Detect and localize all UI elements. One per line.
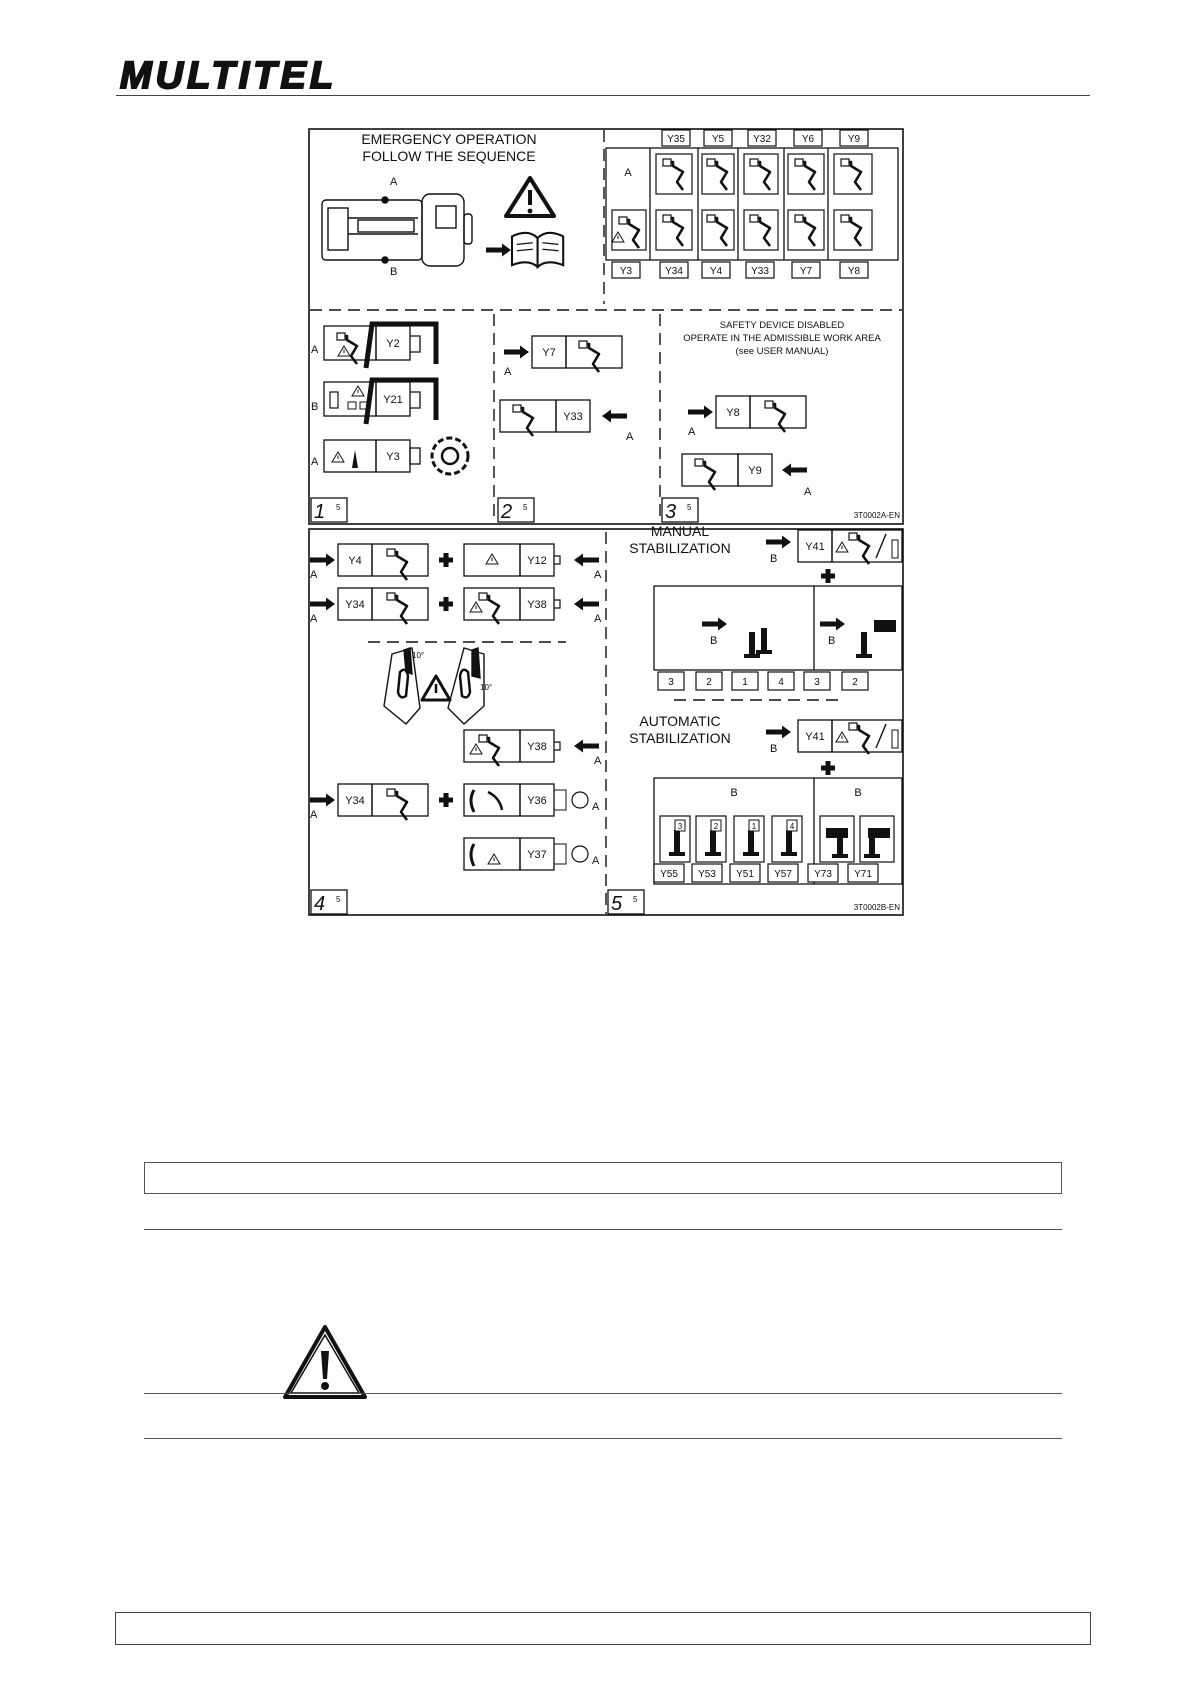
s2-side-2: A <box>626 431 634 443</box>
valve-top-label: Y32 <box>753 134 771 145</box>
s4-single-side: A <box>594 755 602 767</box>
auto-panel-right-label: B <box>854 787 862 799</box>
valve-bottom-label: Y4 <box>709 266 723 277</box>
manual-number: 3 <box>814 677 820 688</box>
valve-top-label: Y6 <box>801 134 815 145</box>
tilt-warning-illustration <box>384 648 484 724</box>
s4-combo-left-valve: Y34 <box>345 795 365 807</box>
s2-valve-2: Y33 <box>563 411 583 423</box>
s4-number: 4 <box>314 893 326 915</box>
auto-valve-label: Y51 <box>736 869 754 880</box>
s4-combo-right-valve: Y36 <box>527 795 547 807</box>
manual-number: 1 <box>742 677 748 688</box>
angle-left-label: 10° <box>412 651 425 660</box>
s4-last-valve: Y37 <box>527 849 547 861</box>
valves-bottom-row <box>612 262 868 278</box>
auto-valve-label: Y73 <box>814 869 832 880</box>
auto-valve-label: Y71 <box>854 869 872 880</box>
s5-code: 3T0002B-EN <box>853 903 900 912</box>
manual-line-2: STABILIZATION <box>629 540 731 556</box>
section-4 <box>310 544 602 915</box>
manual-number: 4 <box>778 677 784 688</box>
s5-number: 5 <box>611 893 623 915</box>
s1-page: 5 <box>336 503 341 512</box>
auto-panel-left-label: B <box>730 787 738 799</box>
s5-page: 5 <box>633 895 638 904</box>
valve-top-label: Y5 <box>711 134 725 145</box>
s4-single-valve: Y38 <box>527 741 547 753</box>
tilt-warning-icon <box>422 676 450 700</box>
valve-bottom-label: Y7 <box>799 266 813 277</box>
auto-line-2: STABILIZATION <box>629 730 731 746</box>
manual-number: 2 <box>852 677 858 688</box>
manual-book-icon <box>512 233 563 267</box>
section-2 <box>498 336 634 523</box>
s4-left-side-1: A <box>310 569 318 581</box>
s1-side-3: A <box>311 456 319 468</box>
section-3 <box>662 320 900 523</box>
manual-side: B <box>770 553 778 565</box>
angle-right-label: 10° <box>480 683 493 692</box>
brand-logo-text: MULTITEL <box>120 55 338 96</box>
auto-jack-number: 2 <box>713 822 719 831</box>
auto-valve-row <box>654 864 878 882</box>
manual-line-1: MANUAL <box>650 523 710 539</box>
s2-valve-1: Y7 <box>542 347 556 359</box>
s3-page: 5 <box>687 503 692 512</box>
s3-number: 3 <box>665 501 677 523</box>
emergency-operation-diagram <box>308 128 904 916</box>
s4-right-valve-1: Y12 <box>527 555 547 567</box>
s4-combo-left-side: A <box>310 809 318 821</box>
s4-left-valve-2: Y34 <box>345 599 365 611</box>
s3-code: 3T0002A-EN <box>853 511 900 520</box>
s2-page: 5 <box>523 503 528 512</box>
rule-middle <box>144 1393 1062 1394</box>
auto-jack-number: 1 <box>751 822 757 831</box>
s4-right-valve-2: Y38 <box>527 599 547 611</box>
manual-panel-right-side: B <box>828 635 836 647</box>
valve-bottom-label: Y34 <box>665 266 683 277</box>
sequence-block-label: A <box>624 167 632 179</box>
arrow-right-icon <box>486 244 511 257</box>
auto-valve-label: Y55 <box>660 869 678 880</box>
warning-triangle-icon <box>506 178 554 216</box>
valve-bottom-label: Y33 <box>751 266 769 277</box>
s1-valve-2: Y21 <box>383 394 403 406</box>
rule-lower <box>144 1438 1062 1439</box>
s4-combo-right-side: A <box>592 801 600 813</box>
section-5 <box>608 523 902 915</box>
s1-number: 1 <box>314 501 326 523</box>
title-line-2: FOLLOW THE SEQUENCE <box>362 148 536 164</box>
auto-jack-number: 4 <box>789 822 795 831</box>
vehicle-top-view <box>322 194 472 266</box>
large-warning-icon <box>281 1323 369 1403</box>
s4-left-side-2: A <box>310 613 318 625</box>
valve-top-label: Y9 <box>847 134 861 145</box>
auto-side: B <box>770 743 778 755</box>
s3-note-2: OPERATE IN THE ADMISSIBLE WORK AREA <box>683 333 881 344</box>
auto-valve-label: Y53 <box>698 869 716 880</box>
point-b-label: B <box>390 266 398 278</box>
section-1 <box>311 324 468 523</box>
auto-valve-label: Y57 <box>774 869 792 880</box>
s2-number: 2 <box>501 501 513 523</box>
valve-bottom-label: Y3 <box>619 266 633 277</box>
auto-jack-number: 3 <box>677 822 683 831</box>
s3-valve-2: Y9 <box>748 465 762 477</box>
s3-side-1: A <box>688 426 696 438</box>
auto-jack-boxes <box>660 816 802 862</box>
s4-right-side-2: A <box>594 613 602 625</box>
s1-side-1: A <box>311 344 319 356</box>
s4-last-side: A <box>592 855 600 867</box>
multitel-logo <box>116 52 402 96</box>
s3-valve-1: Y8 <box>726 407 740 419</box>
s4-left-valve-1: Y4 <box>348 555 362 567</box>
section-title-box <box>144 1162 1062 1194</box>
rule-upper <box>144 1229 1062 1230</box>
valve-bottom-label: Y8 <box>847 266 861 277</box>
s1-valve-1: Y2 <box>386 338 400 350</box>
s4-page: 5 <box>336 895 341 904</box>
s2-side-1: A <box>504 366 512 378</box>
manual-number: 3 <box>668 677 674 688</box>
point-a-label: A <box>390 176 398 188</box>
s1-valve-3: Y3 <box>386 451 400 463</box>
manual-number: 2 <box>706 677 712 688</box>
manual-valve: Y41 <box>805 541 825 553</box>
s1-side-2: B <box>311 401 319 413</box>
jack-icon <box>743 830 759 856</box>
auto-valve: Y41 <box>805 731 825 743</box>
jack-icon <box>705 830 721 856</box>
s4-right-side-1: A <box>594 569 602 581</box>
manual-number-row <box>658 672 868 690</box>
s3-note-1: SAFETY DEVICE DISABLED <box>719 320 845 331</box>
title-line-1: EMERGENCY OPERATION <box>361 131 537 147</box>
auto-beam-boxes <box>820 816 894 862</box>
s3-note-3: (see USER MANUAL) <box>735 346 829 357</box>
valve-top-label: Y35 <box>667 134 685 145</box>
header-rule <box>116 95 1090 96</box>
sequence-arm-icons <box>612 154 872 250</box>
auto-line-1: AUTOMATIC <box>639 713 721 729</box>
top-title-block <box>361 131 536 164</box>
jack-icon <box>781 830 797 856</box>
knob-icon <box>432 438 468 474</box>
s3-side-2: A <box>804 486 812 498</box>
valves-top-row <box>662 130 868 146</box>
jack-icon <box>669 830 685 856</box>
manual-panel-left-side: B <box>710 635 718 647</box>
footer-box <box>115 1612 1091 1645</box>
